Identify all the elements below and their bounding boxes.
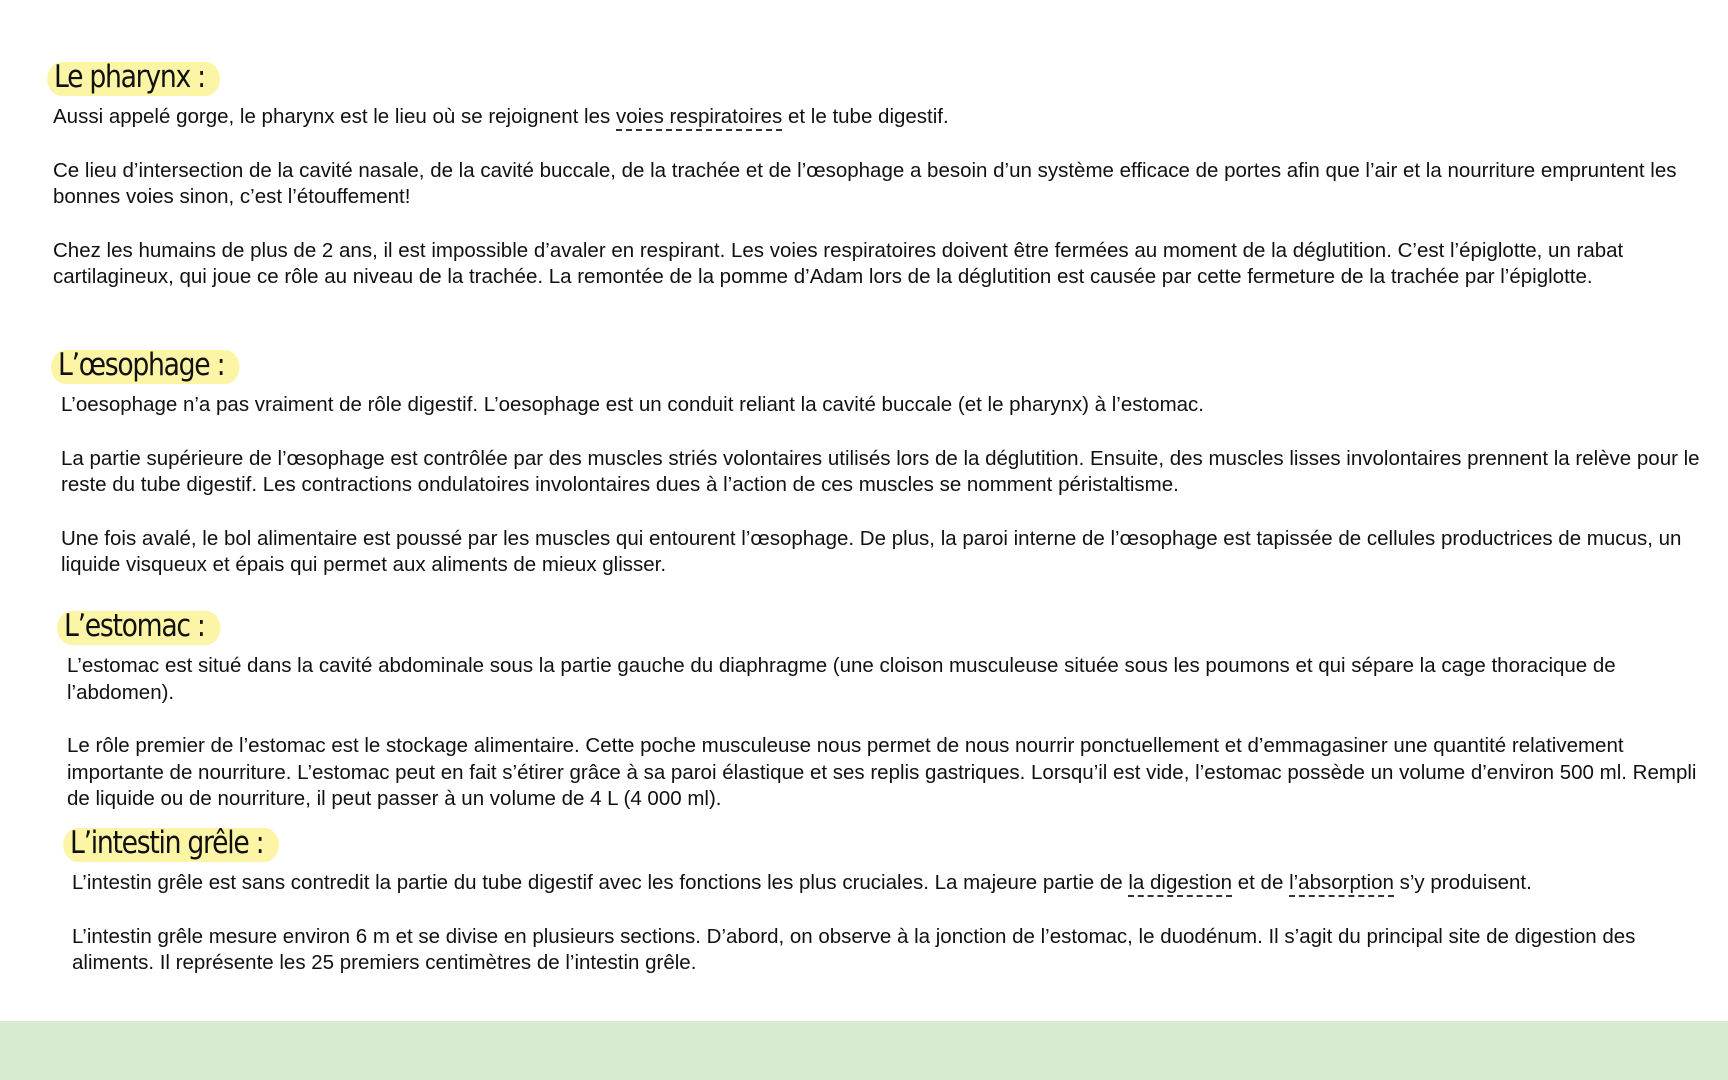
oesophage-paragraph-2: La partie supérieure de l’œsophage est contrôlée par des muscles striés volontaires utilisés lors de la déglutition. Ensuite, des muscles lisses involontaires prennent la relève pour le reste du tube digestif. Les contractions ondulatoires involontaires dues à l’action de ces muscles se nomment péristaltisme. xyxy=(61,446,1700,496)
intestin-paragraph-1: L’intestin grêle est sans contredit la partie du tube digestif avec les fonctions les plus cruciales. La majeure partie de la digestion et de l’absorption s’y produisent. xyxy=(72,870,1712,897)
term-la-digestion[interactable]: la digestion xyxy=(1128,871,1232,897)
footer-band xyxy=(0,1021,1728,1080)
term-absorption[interactable]: l’absorption xyxy=(1289,871,1394,897)
pharynx-paragraph-1: Aussi appelé gorge, le pharynx est le lieu où se rejoignent les voies respiratoires et le tube digestif. xyxy=(53,104,1693,131)
heading-estomac: L’estomac : xyxy=(64,608,205,644)
oesophage-paragraph-1: L’oesophage n’a pas vraiment de rôle digestif. L’oesophage est un conduit reliant la cavité buccale (et le pharynx) à l’estomac. xyxy=(61,393,1205,416)
heading-intestin-grele: L’intestin grêle : xyxy=(70,825,264,861)
heading-oesophage: L’œsophage : xyxy=(58,347,225,383)
heading-pharynx: Le pharynx : xyxy=(54,59,205,95)
pharynx-paragraph-2: Ce lieu d’intersection de la cavité nasale, de la cavité buccale, de la trachée et de l’œsophage a besoin d’un système efficace de portes afin que l’air et la nourriture empruntent les bonnes voies sinon, c’est l’étouffement! xyxy=(53,158,1677,208)
estomac-paragraph-2: Le rôle premier de l’estomac est le stockage alimentaire. Cette poche musculeuse nous permet de nous nourrir ponctuellement et d’emmagasiner une quantité relativement importante de nourriture. L’estomac peut en fait s’étirer grâce à sa paroi élastique et ses replis gastriques. Lorsqu’il est vide, l’estomac possède un volume d’environ 500 ml. Rempli de liquide ou de nourriture, il peut passer à un volume de 4 L (4 000 ml). xyxy=(67,734,1697,810)
oesophage-paragraph-3: Une fois avalé, le bol alimentaire est poussé par les muscles qui entourent l’œsophage. De plus, la paroi interne de l’œsophage est tapissée de cellules productrices de mucus, un liquide visqueux et épais qui permet aux aliments de mieux glisser. xyxy=(61,526,1682,576)
intestin-paragraph-2: L’intestin grêle mesure environ 6 m et se divise en plusieurs sections. D’abord, on observe à la jonction de l’estomac, le duodénum. Il s’agit du principal site de digestion des aliments. Il représente les 25 premiers centimètres de l’intestin grêle. xyxy=(72,924,1636,974)
pharynx-paragraph-3: Chez les humains de plus de 2 ans, il est impossible d’avaler en respirant. Les voies respiratoires doivent être fermées au moment de la déglutition. C’est l’épiglotte, un rabat cartilagineux, qui joue ce rôle au niveau de la trachée. La remontée de la pomme d’Adam lors de la déglutition est causée par cette fermeture de la trachée par l’épiglotte. xyxy=(53,238,1624,288)
estomac-paragraph-1: L’estomac est situé dans la cavité abdominale sous la partie gauche du diaphragme (une cloison musculeuse située sous les poumons et qui sépare la cage thoracique de l’abdomen). xyxy=(67,654,1616,704)
term-voies-respiratoires[interactable]: voies respiratoires xyxy=(616,105,782,131)
